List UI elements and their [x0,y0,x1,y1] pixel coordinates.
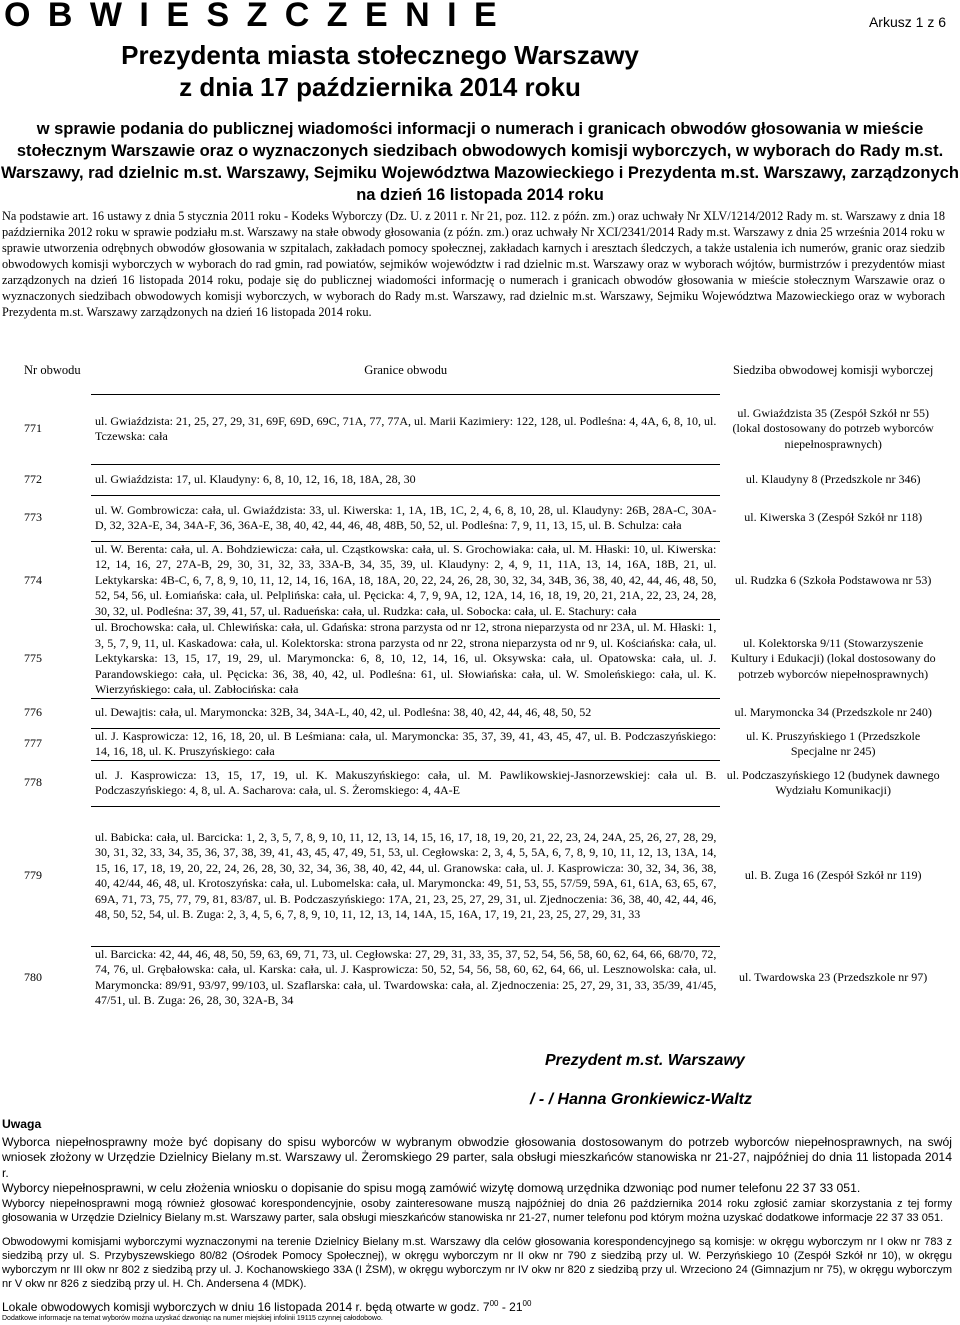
table-row [2,698,946,728]
district-bounds: ul. Barcicka: 42, 44, 46, 48, 50, 59, 63, 69, 71, 73, ul. Cegłowska: 27, 29, 31, 33, 35, 37, 52, 54, 56, 58, 60, 62, 64, 66, 68/70, 72, 74, 76, ul. Grębałowska: cała, ul. Karska: cała, ul. J. Kasprowicza: 50, 52, 54, 56, 58, 60, 62, 64, 66, ul. Lesznowolska: cała, ul. Marymoncka: 89/91, 93/97, 99/103, ul. Szaflarska: cała, ul. Twardowska: cała, al. Zjednoczenia: 25, 27, 29, 31, 33, 35/39, 41/45, 47/51, ul. B. Zuga: 26, 28, 30, 32A-B, 34 [91,946,720,1009]
table-header-row [2,348,946,394]
district-bounds: ul. Brochowska: cała, ul. Chlewińska: cała, ul. Gdańska: strona parzysta od nr 12, strona nieparzysta od nr 23A, ul. M. Hłaski: 1, 3, 5, 7, 9, 11, ul. Kaskadowa: cała, ul. Kolektorska: strona parzysta od nr 22, strona nieparzysta od nr 9, ul. Kościańska: cała, ul. Lektykarska: 13, 15, 17, 19, 29, ul. Marymoncka: 6, 8, 10, 12, 14, 16, ul. Oksywska: cała, ul. Opatowska: cała, ul. J. Parandowskiego: cała, ul. Pęcicka: 36, 38, 40, 42, ul. Podleśna: 61, ul. Słowiańska: cała, ul. W. Smoleńskiego: cała, ul. K. Wierzyńskiego: cała, ul. Zabłocińska: cała [91,620,720,699]
district-bounds: ul. J. Kasprowicza: 13, 15, 17, 19, ul. K. Makuszyńskiego: cała, ul. M. Pawlikowskiej-Jasnorzewskiej: cała ul. B. Podczaszyńskiego: 4, 8, ul. A. Sacharova: cała, ul. S. Żeromskiego: 4, 4A-E [91,760,720,806]
district-number: 775 [24,651,42,665]
note-paragraph: Wyborcy niepełnosprawni mogą również głosować korespondencyjnie, osoby zainteresowane muszą najpóźniej do dnia 26 października 2014 roku zgłosić zamiar skorzystania z tej formy głosowania w Urzędzie Dzielnicy Bielany m.st. Warszawy parter, sala obsługi mieszkańców stanowiska nr 21-27, numer telefonu pod którym można uzyskać dodatkowe informacje 22 37 33 051. [2,1197,952,1224]
opening-hours-dash: - 21 [498,1300,523,1314]
commission-seat: ul. Twardowska 23 (Przedszkole nr 97) [739,969,928,984]
note-paragraph: Wyborcy niepełnosprawni, w celu złożenia wniosku o dopisanie do spisu mogą zamówić wizytę domową urzędnika dzwoniąc pod numer telefonu 22 37 33 051. [2,1181,861,1195]
opening-hours [2,1299,531,1314]
hotline-info: Dodatkowe informacje na temat wyborów można uzyskać dzwoniąc na numer miejskiej infolinii 19115 czynnej całodobowo. [2,1315,383,1322]
signatory-office: Prezydent m.st. Warszawy [545,1052,745,1069]
legal-basis-paragraph: Na podstawie art. 16 ustawy z dnia 5 stycznia 2011 roku - Kodeks Wyborczy (Dz. U. z 2011 r. Nr 21, poz. 112. z późn. zm.) oraz uchwały Nr XLV/1214/2012 Rady m. st. Warszawy z dnia 18 października 2012 roku w sprawie podziału m.st. Warszawy na stałe obwody głosowania (z późn. zm.) oraz uchwały Nr XCI/2341/2014 Rady m.st. Warszawy z dnia 25 września 2014 roku w sprawie utworzenia odrębnych obwodów głosowania w szpitalach, zakładach pomocy społecznej, zakładach karnych i aresztach śledczych, a także ustalenia ich numerów, granic oraz siedzib obwodowych komisji wyborczych w wyborach do rad gmin, rad powiatów, sejmików województw i rad dzielnic m.st. Warszawy oraz w wyborach wójtów, burmistrzów i prezydentów miast zarządzonych na dzień 16 listopada 2014 roku, podaje się do publicznej wiadomości informację o numerach i granicach obwodów głosowania w mieście stołecznym Warszawie oraz o wyznaczonych siedzibach obwodowych komisji wyborczych, w wyborach do Rady m.st. Warszawy, rad dzielnic m.st. Warszawy, Sejmiku Województwa Mazowieckiego oraz w wyborach Prezydenta m.st. Warszawy zarządzonych na dzień 16 listopada 2014 roku. [2,209,945,319]
opening-hours-text: Lokale obwodowych komisji wyborczych w dniu 16 listopada 2014 r. będą otwarte w godz. 7 [2,1300,490,1314]
note-paragraph: Obwodowymi komisjami wyborczymi wyznaczonymi na terenie Dzielnicy Bielany m.st. Warszawy dla celów głosowania korespondencyjnego są komisje: w okręgu wyborczym nr I okw nr 783 z siedzibą przy ul. S. Przybyszewskiego 80/82 (Ośrodek Pomocy Społecznej), w okręgu wyborczym nr II okw nr 790 z siedzibą przy ul. W. Perzyńskiego 10 (Zespół Szkół nr 10), w okręgu wyborczym nr III okw nr 802 z siedzibą przy ul. J. Kochanowskiego 33A (I ŻSM), w okręgu wyborczym nr IV okw nr 820 z siedzibą przy ul. Wrzeciono 24 (Gimnazjum nr 75), w okręgu wyborczym nr V okw nr 826 z siedzibą przy ul. H. Ch. Andersena 4 (MDK). [2,1235,952,1290]
issuer-line: Prezydenta miasta stołecznego Warszawy [121,40,639,70]
sheet-number: Arkusz 1 z 6 [868,14,946,30]
district-bounds: ul. Gwiaździsta: 21, 25, 27, 29, 31, 69F, 69D, 69C, 71A, 77, 77A, ul. Marii Kazimiery: 122, 128, ul. Podleśna: 4, 4A, 6, 8, 10, ul. Tczewska: cała [91,394,720,464]
district-number: 773 [24,510,42,525]
table-row [2,946,946,1009]
district-bounds: ul. Dewajtis: cała, ul. Marymoncka: 32B, 34, 34A-L, 40, 42, ul. Podleśna: 38, 40, 42, 44, 46, 48, 50, 52 [91,698,720,728]
table-row [2,495,946,541]
note-paragraph: Wyborca niepełnosprawny może być dopisany do spisu wyborców w wybranym obwodzie głosowania dostosowanym do potrzeb wyborców niepełnosprawnych, na swój wniosek złożony w Urzędzie Dzielnicy Bielany m.st. Warszawy ul. Żeromskiego 29 parter, sala obsługi mieszkańców stanowiska nr 21-27, najpóźniej do dnia 11 listopada 2014 r. [2,1134,952,1180]
district-number: 777 [24,736,42,751]
commission-seat: ul. Podczaszyńskiego 12 (budynek dawnego Wydziału Komunikacji) [726,767,940,797]
notes-section [2,1117,952,1291]
commission-seat: ul. Kolektorska 9/11 (Stowarzyszenie Kultury i Edukacji) (lokal dostosowany do potrzeb wyborców niepełnosprawnych) [730,635,936,681]
district-number: 772 [24,471,42,486]
district-number: 774 [24,572,42,587]
opening-hours-sup: 00 [489,1299,499,1308]
table-row [2,620,946,699]
document-title: O B W I E S Z C Z E N I E [4,0,501,34]
district-bounds: ul. W. Gombrowicza: cała, ul. Gwiaździsta: 33, ul. Kiwerska: 1, 1A, 1B, 1C, 2, 4, 6, 8, 10, 28, ul. Klaudyny: 26B, 28A-C, 30A-D, 32, 32A-E, 34, 34A-F, 36, 36A-E, 38, 40, 42, 44, 46, 48, 48B, 50, 52, ul. Podleśna: 7, 9, 11, 13, 15, ul. B. Schulza: cała [91,495,720,541]
closing-hours-sup: 00 [522,1299,532,1308]
table-row [2,728,946,760]
commission-seat: ul. Gwiaździsta 35 (Zespół Szkół nr 55) (lokal dostosowany do potrzeb wyborców niepełnosprawnych) [732,405,934,451]
notes-heading: Uwaga [2,1117,42,1131]
district-number: 780 [24,969,42,984]
district-bounds: ul. Babicka: cała, ul. Barcicka: 1, 2, 3, 5, 7, 8, 9, 10, 11, 12, 13, 14, 15, 16, 17, 18, 19, 20, 21, 22, 23, 24, 24A, 25, 26, 27, 28, 29, 30, 31, 32, 33, 34, 35, 36, 37, 38, 39, 41, 43, 45, 47, 49, 51, 53, ul. Cegłowska: 2, 3, 4, 5, 5A, 6, 7, 8, 9, 10, 11, 12, 13, 13A, 14, 15, 16, 17, 18, 19, 20, 22, 24, 26, 28, 30, 32, 34, 36, 38, 40, 42, 44, ul. Granowska: cała, ul. J. Kasprowicza: 30, 32, 34, 36, 38, 40, 42/44, 46, 48, ul. Krotoszyńska: cała, ul. Lubomelska: cała, ul. Marymoncka: 49, 51, 53, 55, 57/59, 59A, 61, 61A, 63, 65, 67, 69A, 71, 73, 75, 77, 79, 81, 83/87, ul. B. Podczaszyńskiego: 17A, 21, 23, 25, 27, 29, 31, ul. Zjednoczenia: 36, 38, 40, 42, 44, 46, 48, 50, 52, 54, ul. B. Zuga: 2, 3, 4, 5, 6, 7, 8, 9, 10, 11, 12, 13, 14, 14A, 15, 16A, 17, 19, 21, 23, 25, 27, 29, 31, 33 [91,806,720,946]
district-bounds: ul. W. Berenta: cała, ul. A. Bohdziewicza: cała, ul. Cząstkowska: cała, ul. S. Grochowiaka: cała, ul. M. Hłaski: 10, ul. Kiwerska: 12, 14, 16, 27, 27A-B, 29, 30, 31, 32, 33, 33A-B, 34, 35, 39, ul. Klaudyny: 2, 4, 9, 11, 11A, 13, 14, 16A, 18B, 21, ul. Lektykarska: 4B-C, 6, 7, 8, 9, 10, 11, 12, 14, 16, 16A, 18, 18A, 20, 22, 24, 26, 28, 30, 32, 34, 34B, 36, 38, 40, 42, 44, 46, 48, 50, 52, 54, 56, ul. Łomiańska: cała, ul. Pelplińska: cała, ul. Pęcicka: 4, 7, 9, 9A, 12, 12A, 14, 16, 18, 19, 20, 21, 21A, 22, 23, 24, 28, 30, 32, ul. Podleśna: 37, 39, 41, 57, ul. Radueńska: cała, ul. Rudzka: cała, ul. Sobocka: cała, ul. E. Stachury: cała [91,541,720,620]
header-bounds: Granice obwodu [364,363,448,377]
table-row [2,541,946,620]
commission-seat: ul. Marymoncka 34 (Przedszkole nr 240) [734,705,932,720]
signatory-name: / - / Hanna Gronkiewicz-Waltz [530,1091,752,1108]
table-row [2,760,946,806]
district-number: 771 [24,421,42,436]
district-number: 776 [24,705,42,720]
district-bounds: ul. Gwiaździsta: 17, ul. Klaudyny: 6, 8, 10, 12, 16, 18, 18A, 28, 30 [91,464,720,495]
subject-heading: w sprawie podania do publicznej wiadomości informacji o numerach i granicach obwodów głosowania w mieście stołecznym Warszawie oraz o wyznaczonych siedzibach obwodowych komisji wyborczych, w wyborach do Rady m.st. Warszawy, rad dzielnic m.st. Warszawy, Sejmiku Województwa Mazowieckiego i Prezydenta m.st. Warszawy, zarządzonych na dzień 16 listopada 2014 roku [1,120,959,204]
district-number: 779 [24,868,42,883]
table-row [2,394,946,464]
table-row [2,806,946,946]
commission-seat: ul. Kiwerska 3 (Zespół Szkół nr 118) [744,510,923,525]
date-line: z dnia 17 października 2014 roku [179,72,581,102]
districts-table [2,348,946,1009]
header-nr: Nr obwodu [24,363,81,378]
commission-seat: ul. B. Zuga 16 (Zespół Szkół nr 119) [744,868,922,883]
district-number: 778 [24,775,42,790]
district-bounds: ul. J. Kasprowicza: 12, 16, 18, 20, ul. B Leśmiana: cała, ul. Marymoncka: 35, 37, 39, 41, 43, 45, 47, ul. B. Podczaszyńskiego: 14, 16, 18, ul. K. Pruszyńskiego: cała [91,728,720,760]
commission-seat: ul. K. Pruszyńskiego 1 (Przedszkole Specjalne nr 245) [746,728,921,758]
commission-seat: ul. Rudzka 6 (Szkoła Podstawowa nr 53) [735,572,932,587]
commission-seat: ul. Klaudyny 8 (Przedszkole nr 346) [745,471,921,486]
table-row [2,464,946,495]
header-seat: Siedziba obwodowej komisji wyborczej [733,363,934,378]
